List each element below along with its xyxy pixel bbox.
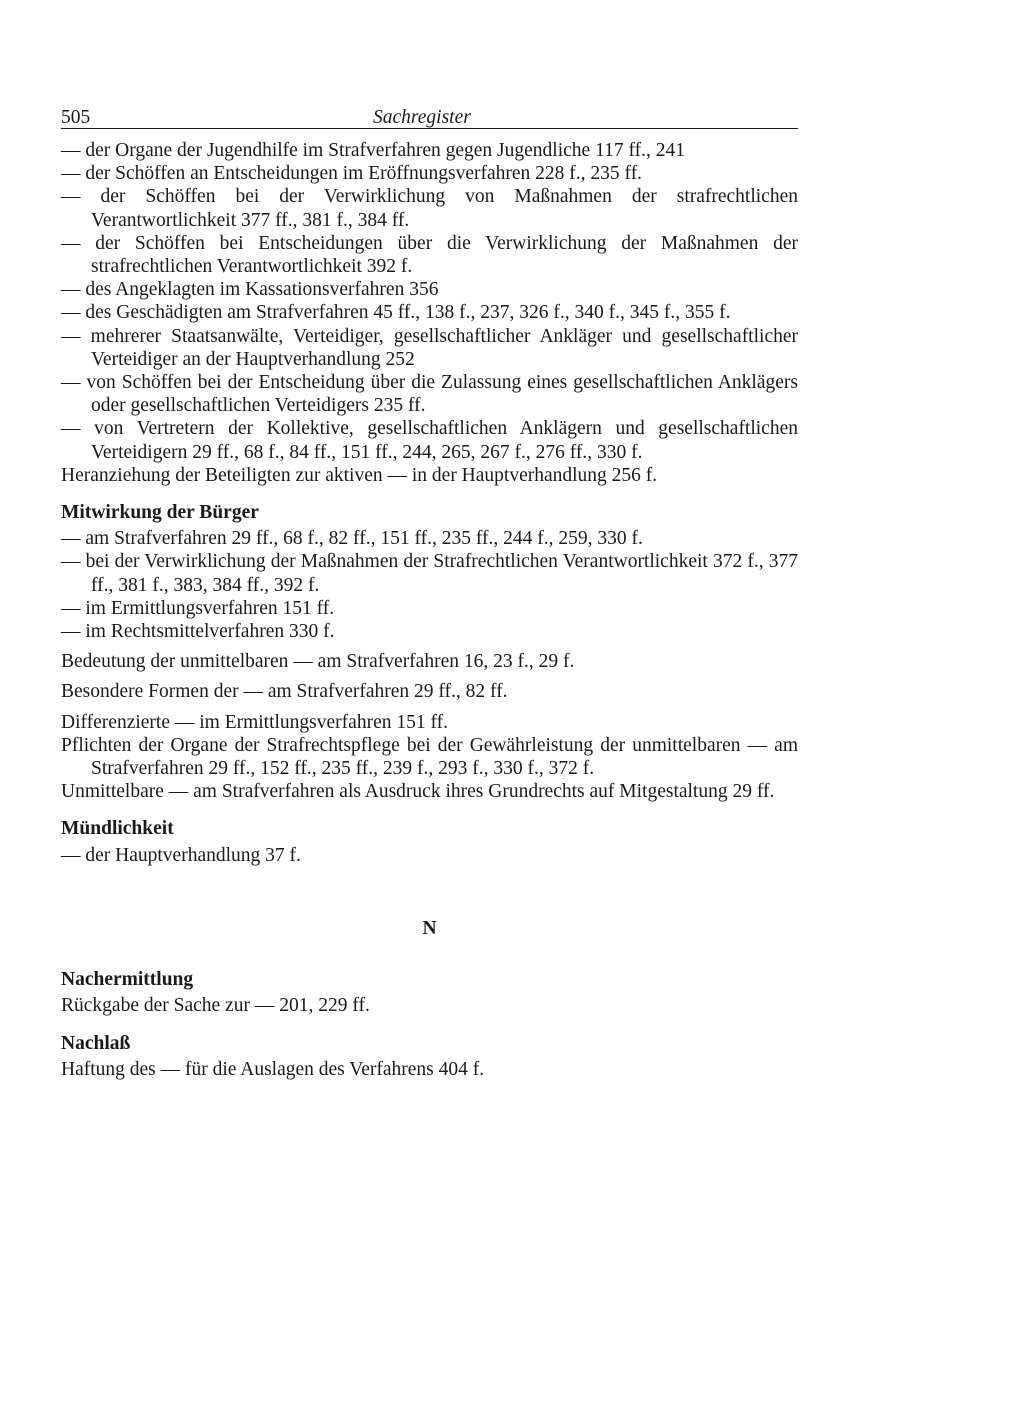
index-entry: — des Angeklagten im Kassationsverfahren 356	[61, 279, 439, 301]
index-entry: — der Schöffen bei der Verwirklichung von Maßnahmen der strafrechtlichen Verantwortlichkeit 377 ff., 381 f., 384 ff.	[61, 186, 798, 231]
index-entry: — am Strafverfahren 29 ff., 68 f., 82 ff., 151 ff., 235 ff., 244 f., 259, 330 f.	[61, 528, 643, 550]
section-heading: Nachlaß	[61, 1032, 131, 1054]
section-heading: Mitwirkung der Bürger	[61, 502, 259, 524]
intro-entries	[61, 139, 798, 487]
index-entry: — der Hauptverhandlung 37 f.	[61, 844, 301, 866]
index-entry: Haftung des — für die Auslagen des Verfahrens 404 f.	[61, 1058, 485, 1080]
page-header	[61, 96, 798, 129]
index-entry: — von Vertretern der Kollektive, gesellschaftlichen Anklägern und gesellschaftlichen Verteidigern 29 ff., 68 f., 84 ff., 151 ff., 244, 265, 267 f., 276 ff., 330 f.	[61, 418, 798, 463]
nachlass-section	[61, 1032, 798, 1081]
nachermittlung-section	[61, 968, 798, 1017]
index-entry: Rückgabe der Sache zur — 201, 229 ff.	[61, 995, 370, 1017]
index-entry: — des Geschädigten am Strafverfahren 45 ff., 138 f., 237, 326 f., 340 f., 345 f., 355 f.	[61, 302, 731, 324]
page-number: 505	[61, 107, 91, 128]
index-entry: Differenzierte — im Ermittlungsverfahren 151 ff.	[61, 711, 448, 733]
index-entry: Pflichten der Organe der Strafrechtspflege bei der Gewährleistung der unmittelbaren — am Strafverfahren 29 ff., 152 ff., 235 ff., 239 f., 293 f., 330 f., 372 f.	[61, 734, 798, 780]
mitwirkung-section	[61, 501, 798, 803]
section-heading: Mündlichkeit	[61, 818, 174, 840]
index-entry: — mehrerer Staatsanwälte, Verteidiger, gesellschaftlicher Ankläger und gesellschaftlicher Verteidiger an der Hauptverhandlung 252	[61, 325, 798, 370]
index-entry: — von Schöffen bei der Entscheidung über die Zulassung eines gesellschaftlichen Anklägers oder gesellschaftlichen Verteidigers 235 ff.	[61, 372, 798, 417]
index-entry: — der Organe der Jugendhilfe im Strafverfahren gegen Jugendliche 117 ff., 241	[61, 140, 685, 161]
index-entry: Besondere Formen der — am Strafverfahren 29 ff., 82 ff.	[61, 681, 508, 703]
running-title: Sachregister	[373, 107, 471, 128]
index-entry: Bedeutung der unmittelbaren — am Strafverfahren 16, 23 f., 29 f.	[61, 651, 575, 673]
index-entry: — der Schöffen an Entscheidungen im Eröffnungsverfahren 228 f., 235 ff.	[61, 163, 643, 185]
muendlichkeit-section	[61, 817, 798, 866]
index-entry: Heranziehung der Beteiligten zur aktiven — in der Hauptverhandlung 256 f.	[61, 464, 658, 486]
index-entry: Unmittelbare — am Strafverfahren als Ausdruck ihres Grundrechts auf Mitgestaltung 29 ff.	[61, 781, 775, 803]
section-heading: Nachermittlung	[61, 969, 194, 991]
index-entry: — im Ermittlungsverfahren 151 ff.	[61, 597, 335, 619]
index-entry: — der Schöffen bei Entscheidungen über die Verwirklichung der Maßnahmen der strafrechtlichen Verantwortlichkeit 392 f.	[61, 232, 798, 278]
index-page	[61, 96, 798, 1081]
section-letter: N	[422, 917, 437, 939]
index-entry: — im Rechtsmittelverfahren 330 f.	[61, 621, 335, 643]
index-entry: — bei der Verwirklichung der Maßnahmen der Strafrechtlichen Verantwortlichkeit 372 f., 377 ff., 381 f., 383, 384 ff., 392 f.	[61, 551, 798, 596]
